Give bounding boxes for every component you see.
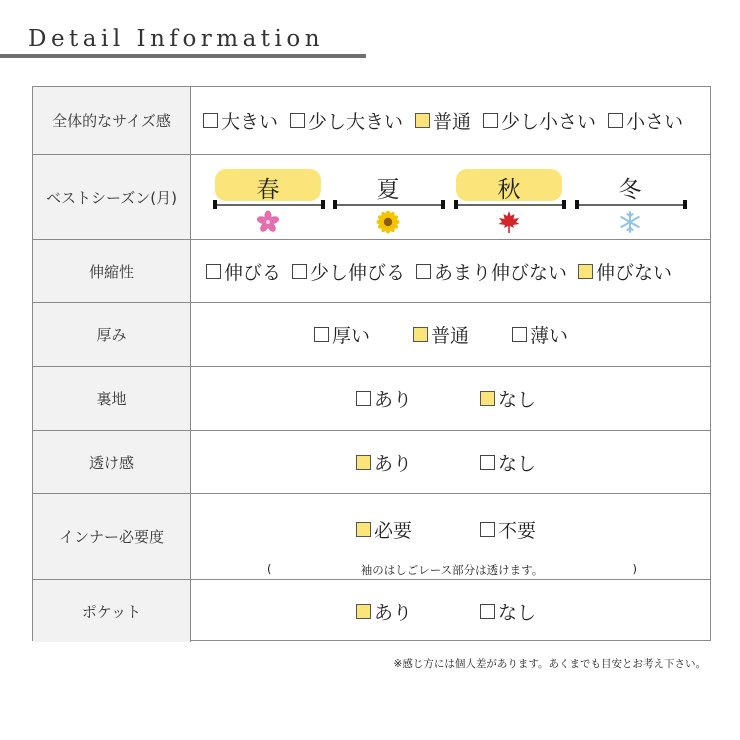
checkbox xyxy=(512,327,527,342)
option-item xyxy=(356,516,412,543)
row-sheerness xyxy=(33,430,710,493)
sheerness-options xyxy=(356,449,536,476)
row-season xyxy=(33,154,710,239)
option-label: あり xyxy=(374,452,413,475)
option-item xyxy=(356,385,412,412)
checkbox xyxy=(416,264,431,279)
option-item xyxy=(578,258,672,285)
row-thickness xyxy=(33,302,710,366)
row-value xyxy=(191,87,710,154)
row-label: ポケット xyxy=(33,580,191,642)
option-label: あまり伸びない xyxy=(434,261,568,284)
season-label: 冬 xyxy=(618,177,642,203)
stretch-options xyxy=(206,258,672,285)
option-item xyxy=(480,385,536,412)
row-label: 厚み xyxy=(33,303,191,366)
season-tick xyxy=(441,200,445,209)
option-item xyxy=(480,449,536,476)
row-stretch xyxy=(33,239,710,302)
checkbox-checked xyxy=(356,455,371,470)
option-item xyxy=(480,598,536,625)
option-label: 少し小さい xyxy=(501,111,597,133)
season-bar xyxy=(333,204,445,206)
season-bar xyxy=(454,204,566,206)
row-lining xyxy=(33,366,710,430)
checkbox xyxy=(483,113,498,128)
option-item xyxy=(512,321,568,348)
row-label: 全体的なサイズ感 xyxy=(33,87,191,154)
row-value xyxy=(191,494,710,579)
checkbox-checked xyxy=(480,391,495,406)
checkbox-checked xyxy=(413,327,428,342)
checkbox xyxy=(480,455,495,470)
row-inner xyxy=(33,493,710,579)
page-title: Detail Information xyxy=(28,26,325,52)
option-item xyxy=(480,516,536,543)
note-paren-close: ) xyxy=(632,562,637,576)
maple-leaf-icon xyxy=(497,210,521,234)
row-label: 裏地 xyxy=(33,367,191,430)
row-pocket xyxy=(33,579,710,642)
lining-options xyxy=(356,385,536,412)
option-item xyxy=(290,107,403,134)
season-bar xyxy=(575,204,687,206)
row-value xyxy=(191,431,710,493)
checkbox-checked xyxy=(356,522,371,537)
option-label: 大きい xyxy=(221,111,279,133)
row-value xyxy=(191,367,710,430)
checkbox xyxy=(480,522,495,537)
season-tick xyxy=(333,200,337,209)
season-autumn xyxy=(454,169,566,239)
option-item xyxy=(483,107,596,134)
row-size xyxy=(33,87,710,154)
checkbox xyxy=(292,264,307,279)
option-item xyxy=(292,258,405,285)
option-item xyxy=(415,107,471,134)
option-item xyxy=(356,598,412,625)
row-value xyxy=(191,155,710,239)
option-label: 普通 xyxy=(433,111,472,133)
row-label: ベストシーズン(月) xyxy=(33,155,191,239)
thickness-options xyxy=(314,321,568,348)
season-label: 秋 xyxy=(497,177,521,203)
checkbox xyxy=(314,327,329,342)
checkbox xyxy=(206,264,221,279)
option-label: 伸びる xyxy=(224,261,282,284)
option-label: 不要 xyxy=(498,520,537,542)
option-item xyxy=(356,449,412,476)
option-item xyxy=(416,258,567,285)
option-label: なし xyxy=(498,389,537,411)
season-tick xyxy=(575,200,579,209)
option-item xyxy=(413,321,469,348)
pocket-options xyxy=(356,598,536,625)
checkbox-checked xyxy=(578,264,593,279)
season-tick xyxy=(213,200,217,209)
detail-table xyxy=(32,86,711,641)
inner-note xyxy=(267,562,637,578)
season-tick xyxy=(454,200,458,209)
season-label: 春 xyxy=(256,177,280,203)
option-label: 少し伸びる xyxy=(310,261,406,284)
row-value xyxy=(191,303,710,366)
row-value xyxy=(191,240,710,302)
option-label: あり xyxy=(374,389,413,411)
row-label: 透け感 xyxy=(33,431,191,493)
sunflower-icon xyxy=(376,210,400,234)
title-underline xyxy=(0,54,366,58)
option-item xyxy=(314,321,370,348)
option-label: あり xyxy=(374,601,413,624)
season-tick xyxy=(562,200,566,209)
option-label: 普通 xyxy=(431,325,470,347)
option-label: 伸びない xyxy=(596,261,673,284)
row-label: インナー必要度 xyxy=(33,494,191,579)
checkbox xyxy=(480,604,495,619)
option-item xyxy=(206,258,281,285)
season-summer xyxy=(333,169,445,239)
season-label: 夏 xyxy=(376,177,400,203)
checkbox xyxy=(356,391,371,406)
note-paren-open: ( xyxy=(267,562,272,576)
size-options xyxy=(203,107,683,134)
checkbox-checked xyxy=(356,604,371,619)
season-tick xyxy=(683,200,687,209)
option-label: 小さい xyxy=(626,111,684,133)
season-winter xyxy=(575,169,687,239)
option-label: なし xyxy=(498,452,537,475)
option-label: 厚い xyxy=(332,325,371,347)
checkbox xyxy=(290,113,305,128)
season-bar xyxy=(213,204,325,206)
season-tick xyxy=(321,200,325,209)
sakura-icon xyxy=(256,210,280,234)
checkbox xyxy=(203,113,218,128)
option-item xyxy=(203,107,278,134)
option-label: 薄い xyxy=(530,325,569,347)
option-label: なし xyxy=(498,601,537,624)
row-label: 伸縮性 xyxy=(33,240,191,302)
inner-options xyxy=(356,516,536,543)
season-strip xyxy=(213,169,691,239)
note-text: 袖のはしごレース部分は透けます。 xyxy=(360,563,544,577)
snowflake-icon xyxy=(618,210,642,234)
option-item xyxy=(608,107,683,134)
disclaimer-note: ※感じ方には個人差があります。あくまでも目安とお考え下さい。 xyxy=(393,658,706,670)
checkbox xyxy=(608,113,623,128)
season-spring xyxy=(213,169,325,239)
row-value xyxy=(191,580,710,642)
checkbox-checked xyxy=(415,113,430,128)
option-label: 必要 xyxy=(374,520,413,542)
option-label: 少し大きい xyxy=(308,111,404,133)
